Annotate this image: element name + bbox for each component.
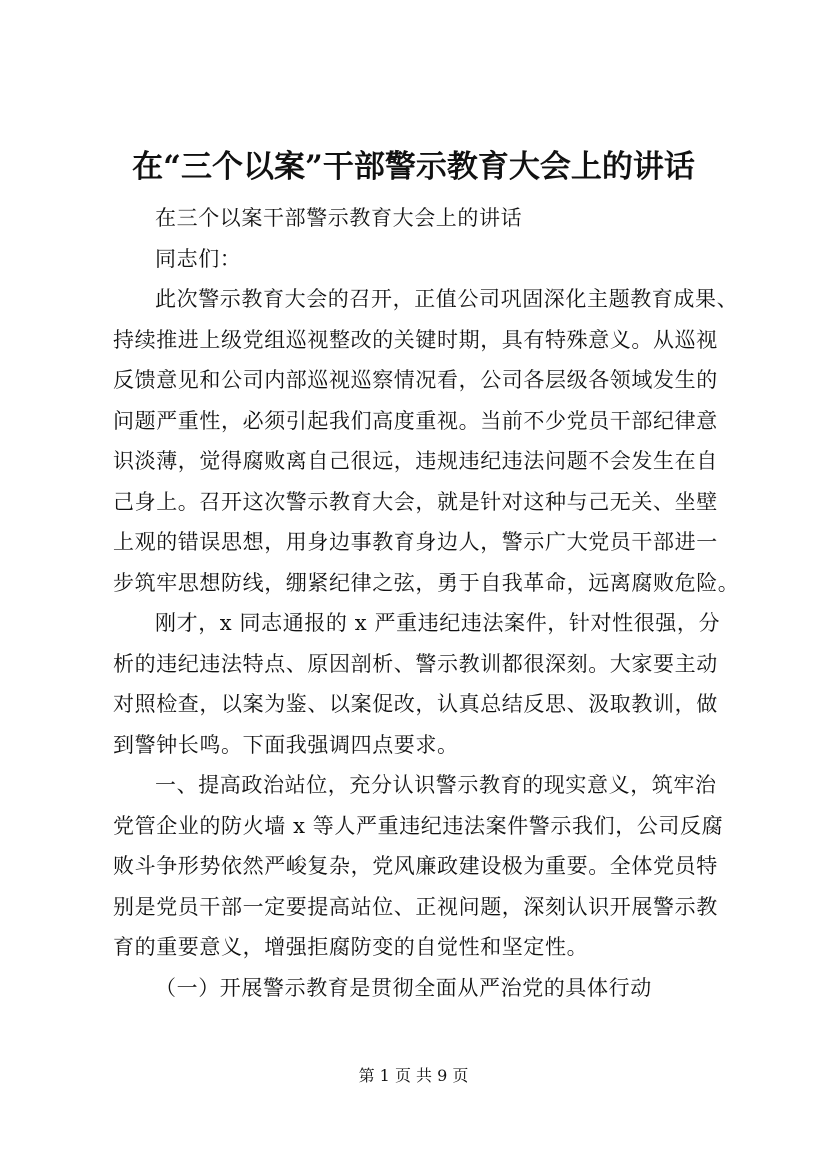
- body-line: 在三个以案干部警示教育大会上的讲话: [155, 206, 523, 230]
- body-line: 对照检查，以案为鉴、以案促改，认真总结反思、汲取教训，做: [113, 692, 718, 716]
- page-footer: 第 1 页 共 9 页: [358, 1066, 469, 1085]
- body-line: 一、提高政治站位，充分认识警示教育的现实意义，筑牢治: [155, 773, 717, 797]
- body-line: 别是党员干部一定要提高站位、正视问题，深刻认识开展警示教: [113, 894, 718, 919]
- body-line: 析的违纪违法特点、原因剖析、警示教训都很深刻。大家要主动: [113, 651, 718, 676]
- document-title: 在“三个以案”干部警示教育大会上的讲话: [132, 149, 695, 185]
- body-line: 到警钟长鸣。下面我强调四点要求。: [113, 732, 459, 757]
- body-line: 己身上。召开这次警示教育大会，就是针对这种与己无关、坐壁: [113, 489, 718, 514]
- body-line: 识淡薄，觉得腐败离自己很远，违规违纪违法问题不会发生在自: [113, 449, 718, 473]
- body-line: 此次警示教育大会的召开，正值公司巩固深化主题教育成果、: [155, 287, 739, 311]
- body-line: 持续推进上级党组巡视整改的关键时期，具有特殊意义。从巡视: [113, 327, 718, 352]
- body-line: 同志们：: [155, 246, 242, 271]
- body-line: 败斗争形势依然严峻复杂，党风廉政建设极为重要。全体党员特: [113, 854, 718, 878]
- body-line: 党管企业的防火墙 x 等人严重违纪违法案件警示我们，公司反腐: [113, 813, 724, 838]
- body-line: 育的重要意义，增强拒腐防变的自觉性和坚定性。: [113, 935, 589, 959]
- body-line: （一）开展警示教育是贯彻全面从严治党的具体行动: [155, 975, 652, 1000]
- body-line: 上观的错误思想，用身边事教育身边人，警示广大党员干部进一: [113, 530, 718, 554]
- body-line: 反馈意见和公司内部巡视巡察情况看，公司各层级各领域发生的: [113, 368, 718, 392]
- body-line: 刚才，x 同志通报的 x 严重违纪违法案件，针对性很强，分: [155, 611, 721, 635]
- body-line: 问题严重性，必须引起我们高度重视。当前不少党员干部纪律意: [113, 408, 718, 433]
- body-line: 步筑牢思想防线，绷紧纪律之弦，勇于自我革命，远离腐败危险。: [113, 570, 740, 595]
